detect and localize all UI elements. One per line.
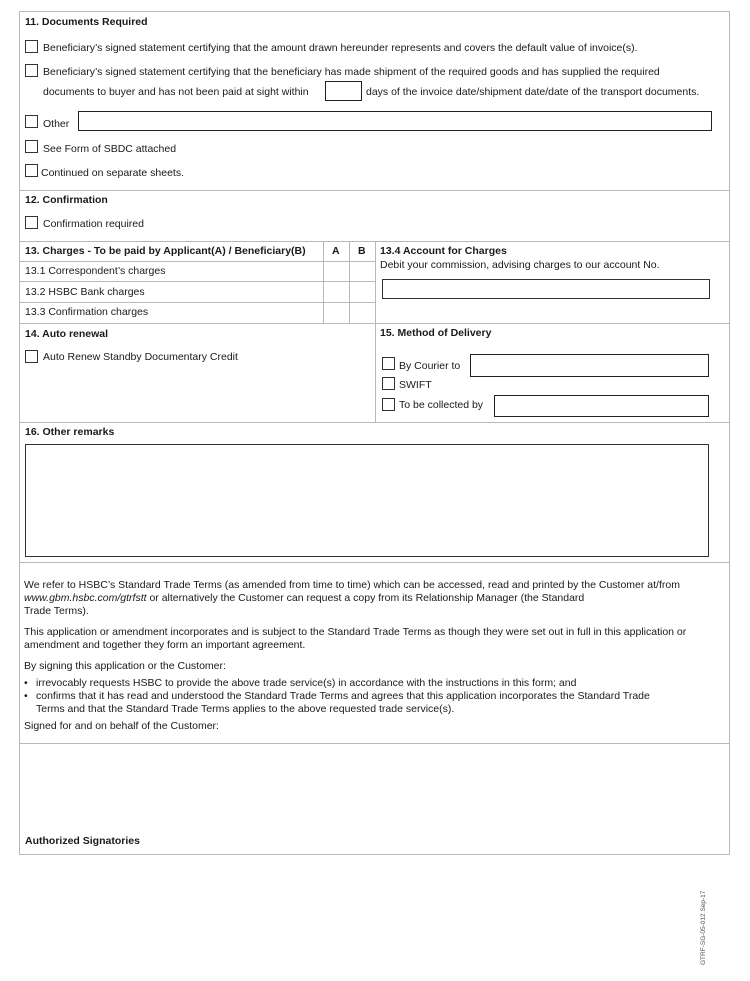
terms-p1-text-c: Trade Terms). [24,605,89,617]
shipment-statement-label: Beneficiary’s signed statement certifying that the beneficiary has made shipment of the required goods and has supplied the required [43,66,660,78]
hsbc-charges-label: 13.2 HSBC Bank charges [25,286,145,298]
terms-paragraph-3: By signing this application or the Customer: [24,660,226,672]
divider-13-row1 [19,281,375,282]
correspondent-charges-label: 13.1 Correspondent’s charges [25,265,166,277]
confirmation-charges-a-cell[interactable] [324,303,348,322]
terms-bullet-2-line1: confirms that it has read and understood the Standard Trade Terms and agrees that this application incorporates the Standard Trade [36,690,650,702]
section-12-title: 12. Confirmation [25,194,108,206]
auto-renew-checkbox[interactable] [25,350,38,363]
terms-p1-text-b: or alternatively the Customer can request a copy from its Relationship Manager (the Standard [146,592,585,604]
terms-p2-line2: amendment and together they form an important agreement. [24,639,306,651]
auto-renew-label: Auto Renew Standby Documentary Credit [43,351,238,363]
terms-bullet-2-text [36,690,711,716]
section-15-title: 15. Method of Delivery [380,327,492,339]
signed-on-behalf-label: Signed for and on behalf of the Customer: [24,720,219,732]
divider-13-row2 [19,302,375,303]
other-remarks-textarea[interactable] [25,444,709,557]
confirmation-label: Confirmation required [43,218,144,230]
bullet-marker: • [24,677,28,689]
form-code: GTRF-SG-05-012 Sep-17 [700,890,707,965]
correspondent-charges-a-cell[interactable] [324,262,348,280]
correspondent-charges-b-cell[interactable] [350,262,374,280]
terms-url-link[interactable]: www.gbm.hsbc.com/gtrfstt [24,592,147,604]
divider-16-terms [19,562,730,563]
terms-p1-text: We refer to HSBC’s Standard Trade Terms (as amended from time to time) which can be accessed, read and printed by the Customer at/from [24,579,680,591]
collected-checkbox[interactable] [382,398,395,411]
documents-statement-label: Beneficiary’s signed statement certifying that the amount drawn hereunder represents and covers the default value of invoice(s). [43,42,638,54]
other-checkbox[interactable] [25,115,38,128]
account-charges-text: Debit your commission, advising charges to our account No. [380,259,660,271]
courier-label: By Courier to [399,360,461,372]
account-number-input[interactable] [382,279,710,299]
courier-checkbox[interactable] [382,357,395,370]
section-13-title: 13. Charges - To be paid by Applicant(A) / Beneficiary(B) [25,245,306,257]
shipment-statement-line2: documents to buyer and has not been paid at sight within [43,86,309,98]
confirmation-charges-b-cell[interactable] [350,303,374,322]
shipment-statement-line2-post: days of the invoice date/shipment date/date of the transport documents. [366,86,700,98]
other-input[interactable] [78,111,712,131]
days-input[interactable] [325,81,362,101]
hsbc-charges-b-cell[interactable] [350,282,374,301]
continued-label: Continued on separate sheets. [41,167,185,179]
terms-p2-line1: This application or amendment incorporates and is subject to the Standard Trade Terms as though they were set out in full in this application or [24,626,687,638]
divider-13-header [19,261,375,262]
shipment-statement-checkbox[interactable] [25,64,38,77]
authorized-signatories-label: Authorized Signatories [25,835,140,847]
continued-checkbox[interactable] [25,164,38,177]
swift-label: SWIFT [399,379,432,391]
swift-checkbox[interactable] [382,377,395,390]
section-14-title: 14. Auto renewal [25,328,109,340]
other-label: Other [43,118,70,130]
collected-label: To be collected by [399,399,484,411]
collected-by-input[interactable] [494,395,709,417]
column-a-header: A [332,245,340,257]
confirmation-charges-label: 13.3 Confirmation charges [25,306,149,318]
courier-input[interactable] [470,354,709,377]
hsbc-charges-a-cell[interactable] [324,282,348,301]
terms-bullet-2-line2: Terms and that the Standard Trade Terms applies to the above requested trade service(s). [36,703,455,715]
account-charges-title: 13.4 Account for Charges [380,245,507,257]
terms-paragraph-1 [24,579,724,618]
divider-14-16 [19,422,730,423]
bullet-marker: • [24,690,28,702]
terms-paragraph-2 [24,626,724,652]
sbdc-label: See Form of SBDC attached [43,143,177,155]
column-b-header: B [358,245,366,257]
sbdc-checkbox[interactable] [25,140,38,153]
divider-11-12 [19,190,730,191]
documents-statement-checkbox[interactable] [25,40,38,53]
divider-col-right [375,241,376,422]
confirmation-checkbox[interactable] [25,216,38,229]
section-16-title: 16. Other remarks [25,426,115,438]
section-11-title: 11. Documents Required [25,16,148,28]
terms-bullet-1-text: irrevocably requests HSBC to provide the above trade service(s) in accordance with the instructions in this form; and [36,677,577,689]
